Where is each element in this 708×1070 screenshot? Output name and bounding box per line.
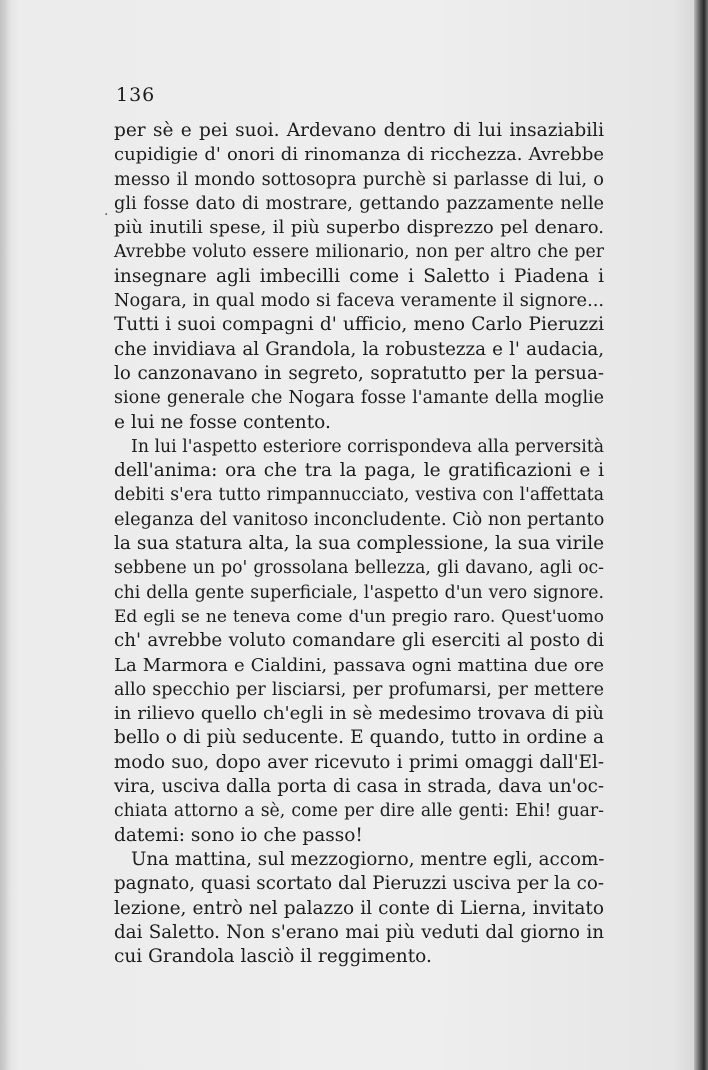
text-line: In lui l'aspetto esteriore corrispondeva alla perversità	[131, 436, 604, 457]
text-line: ch' avrebbe voluto comandare gli eserciti al posto di	[114, 630, 604, 652]
text-line: sebbene un po' grossolana bellezza, gli davano, agli oc-	[114, 558, 604, 579]
text-line: allo specchio per lisciarsi, per profumarsi, per mettere	[114, 679, 604, 700]
text-line: dai Saletto. Non s'erano mai più veduti dal giorno in	[114, 921, 604, 943]
page-left-shadow	[0, 0, 10, 1070]
text-line: cupidigie d' onori di rinomanza di ricchezza. Avrebbe	[114, 144, 604, 166]
text-line: Tutti i suoi compagni d' ufficio, meno Carlo Pieruzzi	[114, 314, 604, 336]
text-line: insegnare agli imbecilli come i Saletto i Piadena i	[114, 265, 604, 287]
text-line: in rilievo quello ch'egli in sè medesimo trovava di più	[114, 703, 604, 725]
text-line: lezione, entrò nel palazzo il conte di Lierna, invitato	[114, 897, 604, 919]
text-line: lo canzonavano in segreto, sopratutto per la persua-	[114, 362, 604, 384]
text-line: Avrebbe voluto essere milionario, non per altro che per	[114, 242, 604, 263]
page-number: 136	[116, 84, 156, 106]
text-line: messo il mondo sottosopra purchè si parlasse di lui, o	[114, 169, 604, 190]
text-line: Ed egli se ne teneva come d'un pregio raro. Quest'uomo	[114, 606, 604, 627]
margin-dot: ·	[104, 207, 109, 223]
text-line: per sè e pei suoi. Ardevano dentro di lui insaziabili	[114, 120, 604, 141]
text-line: Una mattina, sul mezzogiorno, mentre egli, accom-	[131, 848, 605, 870]
text-line: la sua statura alta, la sua complessione, la sua virile	[114, 533, 605, 555]
text-line: eleganza del vanitoso inconcludente. Ciò non pertanto	[114, 509, 605, 530]
text-line: sione generale che Nogara fosse l'amante della moglie	[114, 388, 604, 409]
text-line: La Marmora e Cialdini, passava ogni mattina due ore	[114, 654, 604, 676]
text-line: bello o di più seducente. E quando, tutto in ordine a	[114, 727, 604, 749]
text-line: dell'anima: ora che tra la paga, le gratificazioni e i	[114, 460, 604, 482]
text-line: pagnato, quasi scortato dal Pieruzzi usciva per la co-	[114, 873, 604, 895]
text-line: debiti s'era tutto rimpannucciato, vestiva con l'affettata	[114, 485, 604, 506]
text-line: più inutili spese, il più superbo disprezzo pel denaro.	[114, 217, 604, 239]
text-line: e lui ne fosse contento.	[114, 411, 331, 433]
body-text	[114, 119, 604, 969]
text-line: vira, usciva dalla porta di casa in strada, dava un'oc-	[114, 776, 604, 798]
text-line: Nogara, in qual modo si faceva veramente il signore...	[114, 291, 604, 312]
text-line: gli fosse dato di mostrare, gettando pazzamente nelle	[114, 193, 604, 214]
text-line: modo suo, dopo aver ricevuto i primi omaggi dall'El-	[114, 751, 604, 773]
book-binding-edge	[694, 0, 708, 1070]
text-line: chi della gente superficiale, l'aspetto d'un vero signore.	[114, 582, 604, 603]
text-line: chiata attorno a sè, come per dire alle genti: Ehi! guar-	[114, 801, 604, 822]
text-line: datemi: sono io che passo!	[114, 824, 363, 846]
text-line: cui Grandola lasciò il reggimento.	[114, 946, 432, 968]
text-line: che invidiava al Grandola, la robustezza e l' audacia,	[114, 338, 604, 360]
